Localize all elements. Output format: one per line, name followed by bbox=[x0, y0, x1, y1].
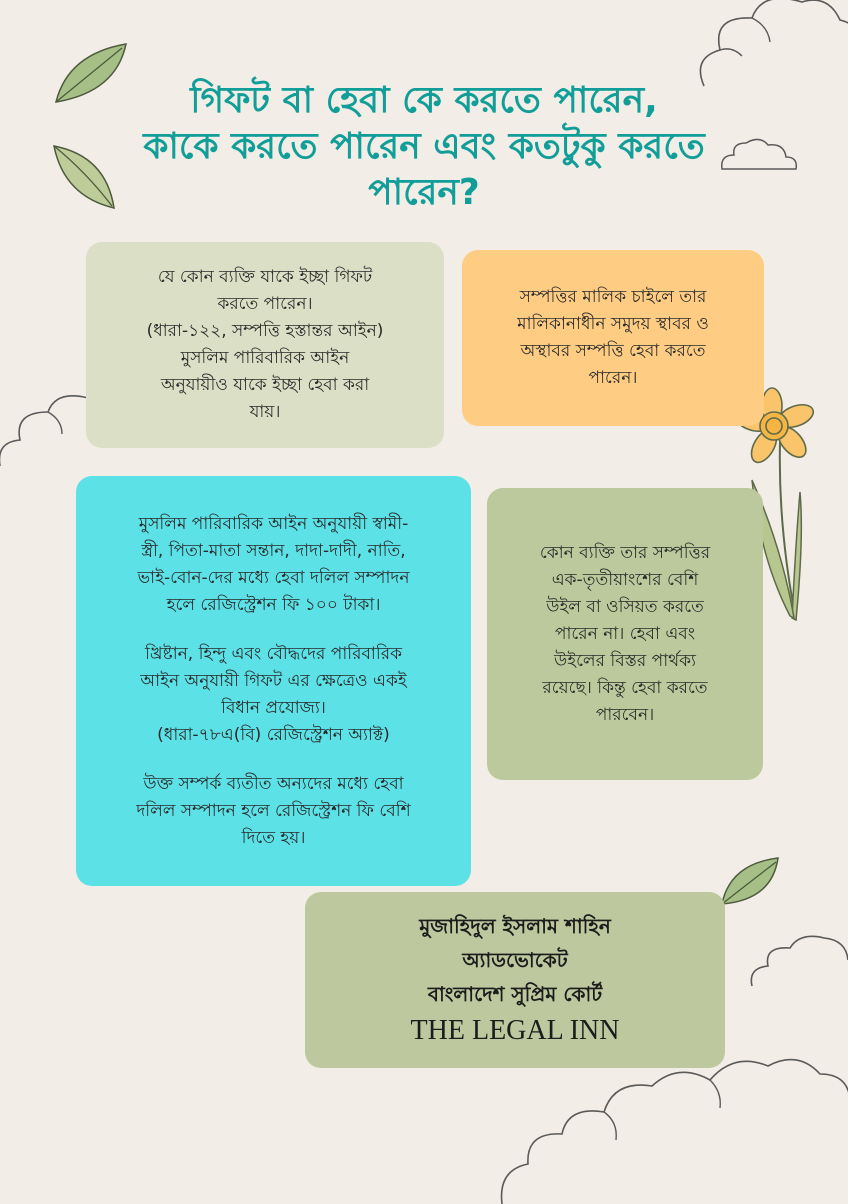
paragraph-gap bbox=[94, 619, 453, 641]
paragraph-gap bbox=[94, 749, 453, 771]
card-line: ভাই-বোন-দের মধ্যে হেবা দলিল সম্পাদন bbox=[137, 567, 410, 588]
card-line: যে কোন ব্যক্তি যাকে ইচ্ছা গিফট bbox=[157, 267, 373, 287]
owner-rights-card bbox=[462, 250, 764, 426]
card-line: হলে রেজিস্ট্রেশন ফি ১০০ টাকা। bbox=[166, 594, 381, 615]
author-name: মুজাহিদুল ইসলাম শাহিন bbox=[419, 914, 611, 938]
cloud-icon bbox=[498, 1044, 848, 1204]
card-line: আইন অনুযায়ী গিফট এর ক্ষেত্রেও একই bbox=[140, 670, 407, 691]
brand-name: THE LEGAL INN bbox=[410, 1015, 620, 1046]
card-line: (ধারা-১২২, সম্পত্তি হস্তান্তর আইন) bbox=[146, 321, 384, 341]
card-line: দলিল সম্পাদন হলে রেজিস্ট্রেশন ফি বেশি bbox=[136, 800, 411, 821]
will-limit-card bbox=[487, 488, 763, 780]
card-line: স্ত্রী, পিতা-মাতা সন্তান, দাদা-দাদী, নাতি, bbox=[141, 540, 406, 561]
card-line: মুসলিম পারিবারিক আইন bbox=[180, 348, 350, 368]
card-line: (ধারা-৭৮এ(বি) রেজিস্ট্রেশন অ্যাক্ট) bbox=[157, 724, 390, 745]
title-line: পারেন? bbox=[368, 172, 480, 213]
card-line: করতে পারেন। bbox=[217, 294, 313, 314]
card-line: উইলের বিস্তর পার্থক্য bbox=[554, 650, 696, 671]
title-line: গিফট বা হেবা কে করতে পারেন, bbox=[190, 80, 658, 121]
cloud-icon bbox=[748, 930, 848, 990]
card-line: মালিকানাধীন সমুদয় স্থাবর ও bbox=[517, 314, 709, 334]
card-line: পারবেন। bbox=[595, 704, 655, 725]
author-role: অ্যাডভোকেট bbox=[462, 948, 568, 972]
author-card bbox=[305, 892, 725, 1068]
registration-fee-card bbox=[76, 476, 471, 886]
card-line: পারেন। bbox=[588, 368, 638, 388]
leaf-icon bbox=[718, 856, 782, 908]
title-line: কাকে করতে পারেন এবং কতটুকু করতে bbox=[143, 126, 705, 167]
card-line: বিধান প্রযোজ্য। bbox=[221, 697, 326, 718]
card-line: যায়। bbox=[249, 402, 281, 422]
card-line: এক-তৃতীয়াংশের বেশি bbox=[551, 569, 699, 590]
card-line: সম্পত্তির মালিক চাইলে তার bbox=[519, 287, 707, 307]
card-line: অস্থাবর সম্পত্তি হেবা করতে bbox=[520, 341, 706, 361]
card-line: দিতে হয়। bbox=[241, 827, 306, 848]
card-line: খ্রিষ্টান, হিন্দু এবং বৌদ্ধদের পারিবারিক bbox=[145, 643, 402, 664]
card-line: অনুযায়ীও যাকে ইচ্ছা হেবা করা bbox=[160, 375, 370, 395]
card-line: মুসলিম পারিবারিক আইন অনুযায়ী স্বামী- bbox=[138, 513, 409, 534]
card-line: কোন ব্যক্তি তার সম্পত্তির bbox=[539, 542, 711, 563]
card-line: উইল বা ওসিয়ত করতে bbox=[546, 596, 704, 617]
card-line: উক্ত সম্পর্ক ব্যতীত অন্যদের মধ্যে হেবা bbox=[143, 773, 404, 794]
who-can-receive-card bbox=[86, 242, 444, 448]
author-court: বাংলাদেশ সুপ্রিম কোর্ট bbox=[427, 982, 603, 1006]
cloud-icon bbox=[690, 0, 848, 88]
page-title bbox=[70, 78, 778, 216]
card-line: রয়েছে। কিন্তু হেবা করতে bbox=[542, 677, 708, 698]
card-line: পারেন না। হেবা এবং bbox=[554, 623, 696, 644]
